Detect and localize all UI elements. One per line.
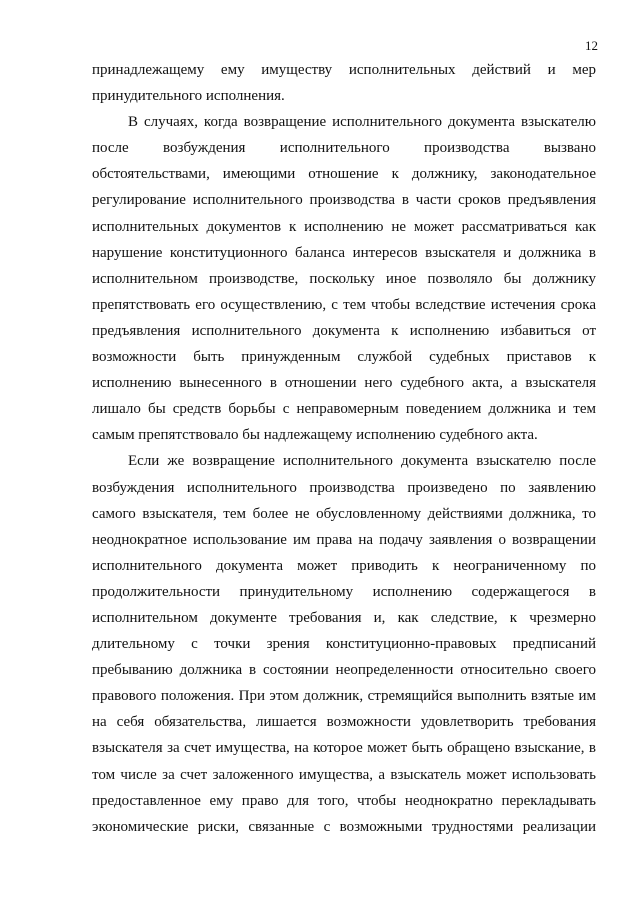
paragraph	[92, 448, 596, 839]
text-line: исполнительного документа может приводить к неограниченному по	[92, 557, 596, 574]
text-line: пребыванию должника в состоянии неопределенности относительно своего	[92, 662, 596, 679]
text-line: предоставленное ему право для того, чтобы неоднократно перекладывать	[92, 792, 596, 809]
text-line: на себя обязательства, лишается возможности удовлетворить требования	[92, 714, 596, 731]
text-line: возбуждения исполнительного производства произведено по заявлению	[92, 479, 596, 496]
text-line: принадлежащему ему имуществу исполнительных действий и мер	[92, 62, 596, 78]
text-line: В случаях, когда возвращение исполнительного документа взыскателю	[128, 114, 596, 131]
text-line: взыскателя за счет имущества, на которое может быть обращено взыскание, в	[92, 740, 596, 757]
text-line: после возбуждения исполнительного производства вызвано	[92, 140, 596, 157]
text-line: предъявления исполнительного документа к исполнению избавиться от	[92, 322, 596, 339]
text-line: экономические риски, связанные с возможными трудностями реализации	[92, 818, 596, 835]
text-line: исполнительном производстве, поскольку иное позволяло бы должнику	[92, 270, 596, 287]
text-line: регулирование исполнительного производства в части сроков предъявления	[92, 192, 596, 209]
text-line: лишало бы средств борьбы с неправомерным поведением должника и тем	[92, 401, 596, 418]
body-text	[92, 57, 596, 840]
paragraph	[92, 109, 596, 448]
text-line: правового положения. При этом должник, стремящийся выполнить взятые им	[92, 688, 596, 705]
text-line: самым препятствовало бы надлежащему исполнению судебного акта.	[92, 427, 538, 444]
paragraph	[92, 57, 596, 109]
text-line: длительному с точки зрения конституционно-правовых предписаний	[92, 636, 596, 653]
text-line: Если же возвращение исполнительного документа взыскателю после	[128, 453, 596, 470]
text-line: самого взыскателя, тем более не обусловленному действиями должника, то	[92, 505, 596, 522]
text-line: неоднократное использование им права на подачу заявления о возвращении	[92, 531, 596, 548]
text-line: исполнительных документов к исполнению не может рассматриваться как	[92, 218, 596, 235]
text-line: обстоятельствами, имеющими отношение к должнику, законодательное	[92, 166, 596, 183]
text-line: нарушение конституционного баланса интересов взыскателя и должника в	[92, 244, 596, 261]
text-line: продолжительности принудительному исполнению содержащегося в	[92, 583, 596, 600]
text-line: исполнению вынесенного в отношении него судебного акта, а взыскателя	[92, 375, 596, 392]
text-line: возможности быть принужденным службой судебных приставов к	[92, 349, 596, 366]
text-line: препятствовать его осуществлению, с тем чтобы вследствие истечения срока	[92, 296, 596, 313]
text-line: том числе за счет заложенного имущества, а взыскатель может использовать	[92, 766, 596, 783]
text-line: принудительного исполнения.	[92, 88, 285, 105]
page-number: 12	[585, 38, 598, 53]
text-line: исполнительном документе требования и, как следствие, к чрезмерно	[92, 609, 596, 626]
